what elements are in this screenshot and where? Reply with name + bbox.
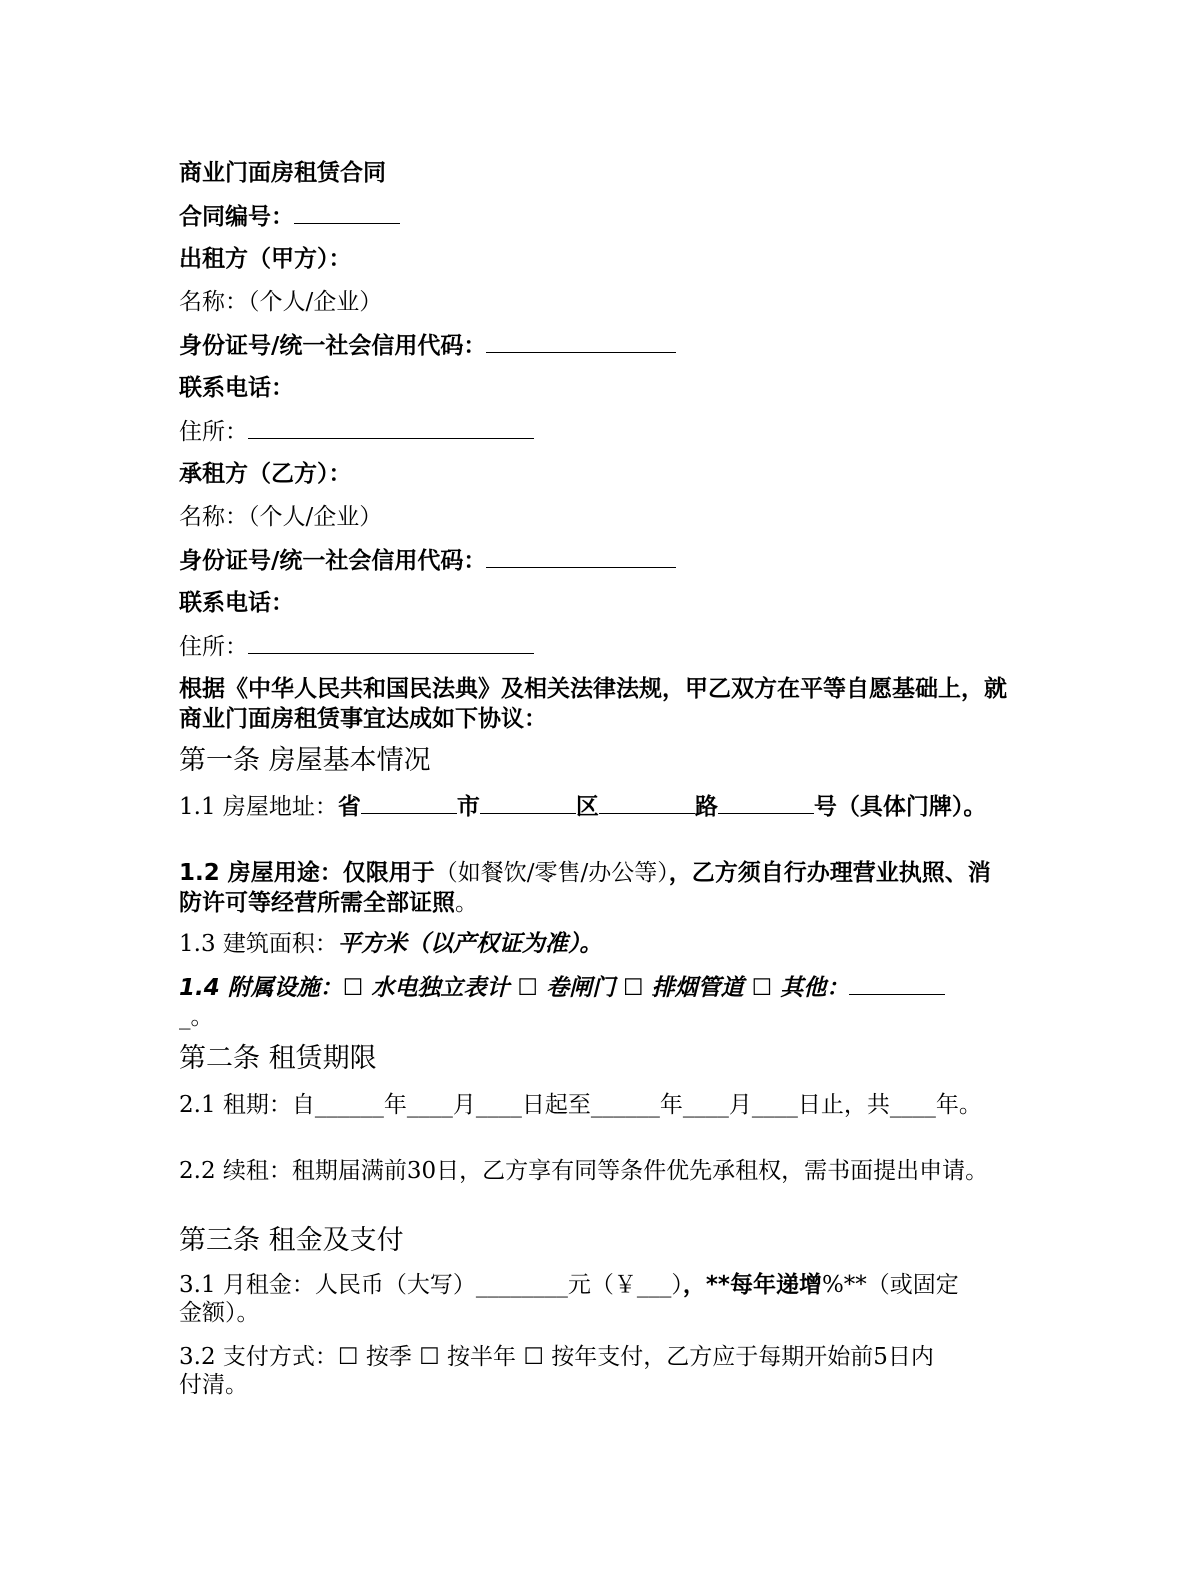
road-label: 路	[694, 794, 718, 820]
clause-1-2-end: 。	[455, 890, 478, 916]
clause-3-2: 3.2 支付方式：☐ 按季 ☐ 按半年 ☐ 按年支付，乙方应于每期开始前5日内	[179, 1344, 934, 1370]
clause-1-1	[179, 791, 986, 822]
city-blank[interactable]	[480, 791, 576, 814]
road-blank[interactable]	[718, 791, 814, 814]
lessor-address-label: 住所：	[179, 419, 248, 445]
lessor-phone-label: 联系电话：	[179, 375, 294, 401]
document-title: 商业门面房租赁合同	[179, 160, 386, 186]
lessee-address-label: 住所：	[179, 634, 248, 660]
clause-1-4-text: 1.4 附属设施：☐ 水电独立表计 ☐ 卷闸门 ☐ 排烟管道 ☐ 其他：	[179, 975, 850, 1001]
clause-1-3	[179, 929, 602, 959]
article-3-heading: 第三条 租金及支付	[179, 1225, 404, 1256]
lessee-label: 承租方（乙方）：	[179, 461, 352, 487]
clause-1-3-unit: 平方米（以产权证为准）。	[337, 931, 603, 957]
lessor-id-blank[interactable]	[486, 330, 676, 353]
clause-1-4-tail: _。	[179, 1004, 214, 1030]
article-2-heading: 第二条 租赁期限	[179, 1043, 377, 1074]
lessor-id-label: 身份证号/统一社会信用代码：	[179, 333, 487, 359]
district-label: 区	[575, 794, 599, 820]
clause-3-2-cont: 付清。	[179, 1372, 248, 1398]
clause-1-2-rest: ，乙方须自行办理营业执照、消防许可等经营所需全部证照	[179, 860, 991, 916]
clause-1-3-prefix: 1.3 建筑面积：	[179, 931, 338, 957]
number-label: 号（具体门牌）。	[813, 794, 987, 820]
lessee-id-blank[interactable]	[486, 545, 676, 568]
contract-number-line	[179, 201, 400, 232]
district-blank[interactable]	[599, 791, 695, 814]
clause-2-1: 2.1 租期：自______年____月____日起至______年____月____日止，共____年。	[179, 1092, 982, 1118]
lessee-id-line	[179, 545, 676, 576]
preamble: 根据《中华人民共和国民法典》及相关法律法规，甲乙双方在平等自愿基础上，就商业门面房租赁事宜达成如下协议：	[179, 676, 1007, 732]
clause-1-2-usage-example: （如餐饮/零售/办公等）	[434, 860, 669, 886]
lessee-name-label: 名称：（个人/企业）	[179, 504, 383, 530]
clause-3-1-a: 3.1 月租金：人民币（大写）________元（￥___）	[179, 1272, 683, 1298]
clause-1-2	[179, 858, 1009, 918]
clause-1-2-bold: 1.2 房屋用途：仅限用于	[179, 860, 435, 886]
lessor-label: 出租方（甲方）：	[179, 246, 352, 272]
lessor-address-line	[179, 416, 534, 447]
clause-1-4	[179, 972, 945, 1003]
clause-3-1	[179, 1270, 959, 1300]
lessor-id-line	[179, 330, 676, 361]
clause-2-2: 2.2 续租：租期届满前30日，乙方享有同等条件优先承租权，需书面提出申请。	[179, 1158, 989, 1184]
contract-number-label: 合同编号：	[179, 204, 294, 230]
contract-number-blank[interactable]	[294, 201, 400, 224]
clause-1-1-prefix: 1.1 房屋地址：	[179, 794, 338, 820]
lessee-phone-label: 联系电话：	[179, 590, 294, 616]
article-1-heading: 第一条 房屋基本情况	[179, 745, 431, 776]
clause-3-1-cont: 金额）。	[179, 1300, 260, 1326]
lessee-address-line	[179, 631, 534, 662]
lessee-address-blank[interactable]	[248, 631, 534, 654]
clause-3-1-c: %**（或固定	[821, 1272, 959, 1298]
lessee-id-label: 身份证号/统一社会信用代码：	[179, 548, 487, 574]
other-facility-blank[interactable]	[849, 972, 945, 995]
lessor-address-blank[interactable]	[248, 416, 534, 439]
province-label: 省	[337, 794, 361, 820]
province-blank[interactable]	[361, 791, 457, 814]
city-label: 市	[456, 794, 480, 820]
clause-3-1-b: ，**每年递增	[682, 1272, 822, 1298]
lessor-name-label: 名称：（个人/企业）	[179, 289, 383, 315]
